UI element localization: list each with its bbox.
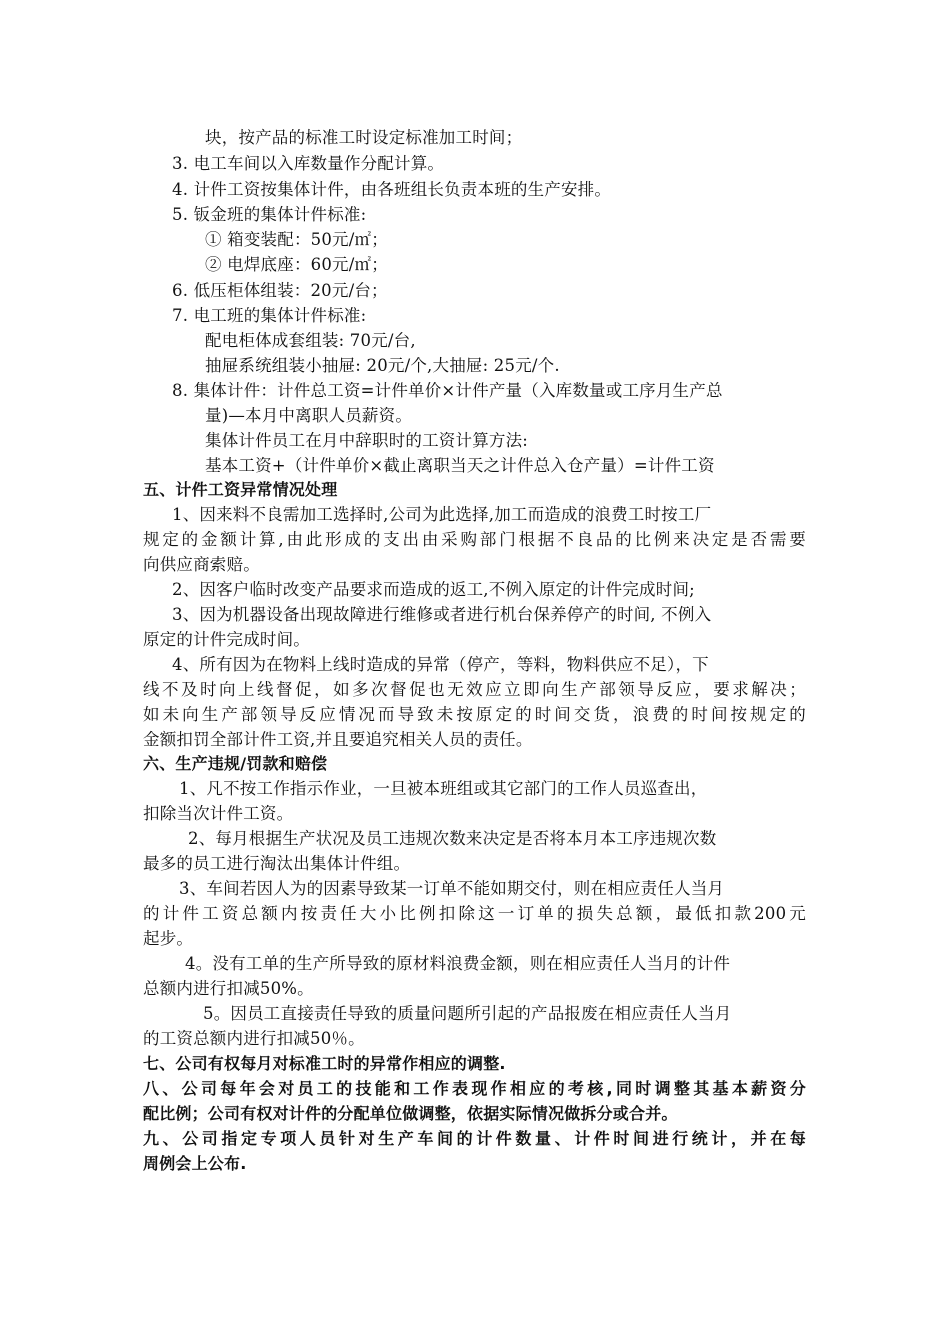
section-heading: 周例会上公布.: [143, 1154, 247, 1173]
text-line: 5。因员工直接责任导致的质量问题所引起的产品报废在相应责任人当月: [203, 1004, 732, 1023]
section-heading: 九、公司指定专项人员针对生产车间的计件数量、计件时间进行统计，并在每: [143, 1129, 806, 1148]
text-line: 的计件工资总额内按责任大小比例扣除这一订单的损失总额，最低扣款200元: [143, 904, 806, 923]
text-line: 抽屉系统组装小抽屉: 20元/个,大抽屉: 25元/个.: [205, 356, 560, 375]
text-line: 块，按产品的标准工时设定标准加工时间；: [205, 128, 523, 147]
text-line: 4. 计件工资按集体计件，由各班组长负责本班的生产安排。: [172, 180, 612, 199]
text-line: 4。没有工单的生产所导致的原材料浪费金额，则在相应责任人当月的计件: [185, 954, 731, 973]
text-line: 最多的员工进行淘汰出集体计件组。: [143, 854, 411, 873]
text-line: 量)—本月中离职人员薪资。: [205, 406, 413, 425]
section-heading: 五、计件工资异常情况处理: [143, 480, 338, 499]
text-line: 向供应商索赔。: [143, 555, 260, 574]
text-line: 配电柜体成套组装: 70元/台,: [205, 331, 416, 350]
text-line: 扣除当次计件工资。: [143, 804, 294, 823]
text-line: 如未向生产部领导反应情况而导致未按原定的时间交货，浪费的时间按规定的: [143, 705, 806, 724]
text-line: 6. 低压柜体组装：20元/台；: [172, 281, 388, 300]
text-line: 2、每月根据生产状况及员工违规次数来决定是否将本月本工序违规次数: [188, 829, 717, 848]
text-line: 的工资总额内进行扣减50％。: [143, 1029, 365, 1048]
section-heading: 八、公司每年会对员工的技能和工作表现作相应的考核,同时调整其基本薪资分: [143, 1079, 806, 1098]
text-line: 原定的计件完成时间。: [143, 630, 310, 649]
section-heading: 七、公司有权每月对标准工时的异常作相应的调整.: [143, 1054, 506, 1073]
text-line: 8. 集体计件：计件总工资=计件单价×计件产量（入库数量或工序月生产总: [172, 381, 723, 400]
text-line: 集体计件员工在月中辞职时的工资计算方法:: [205, 431, 529, 450]
text-line: 4、所有因为在物料上线时造成的异常（停产，等料，物料供应不足），下: [172, 655, 709, 674]
text-line: 3. 电工车间以入库数量作分配计算。: [172, 154, 445, 173]
text-line: ① 箱变装配：50元/㎡；: [205, 230, 388, 249]
section-heading: 配比例；公司有权对计件的分配单位做调整，依据实际情况做拆分或合并。: [143, 1104, 678, 1123]
text-line: 1、凡不按工作指示作业，一旦被本班组或其它部门的工作人员巡查出，: [179, 779, 708, 798]
text-line: 线不及时向上线督促，如多次督促也无效应立即向生产部领导反应，要求解决；: [143, 680, 806, 699]
text-line: 7. 电工班的集体计件标准:: [172, 306, 367, 325]
text-line: 总额内进行扣减50%。: [143, 979, 314, 998]
text-line: 3、因为机器设备出现故障进行维修或者进行机台保养停产的时间, 不例入: [172, 605, 712, 624]
text-line: 5. 钣金班的集体计件标准:: [172, 205, 367, 224]
section-heading: 六、生产违规/罚款和赔偿: [143, 754, 328, 773]
text-line: 起步。: [143, 929, 194, 948]
text-line: 基本工资+（计件单价×截止离职当天之计件总入仓产量）=计件工资: [205, 456, 715, 475]
text-line: 1、因来料不良需加工选择时,公司为此选择,加工而造成的浪费工时按工厂: [172, 505, 712, 524]
text-line: 2、因客户临时改变产品要求而造成的返工,不例入原定的计件完成时间;: [172, 580, 695, 599]
text-line: 金额扣罚全部计件工资,并且要追究相关人员的责任。: [143, 730, 533, 749]
text-line: 3、车间若因人为的因素导致某一订单不能如期交付，则在相应责任人当月: [179, 879, 725, 898]
text-line: ② 电焊底座：60元/㎡；: [205, 255, 388, 274]
text-line: 规定的金额计算,由此形成的支出由采购部门根据不良品的比例来决定是否需要: [143, 530, 806, 549]
